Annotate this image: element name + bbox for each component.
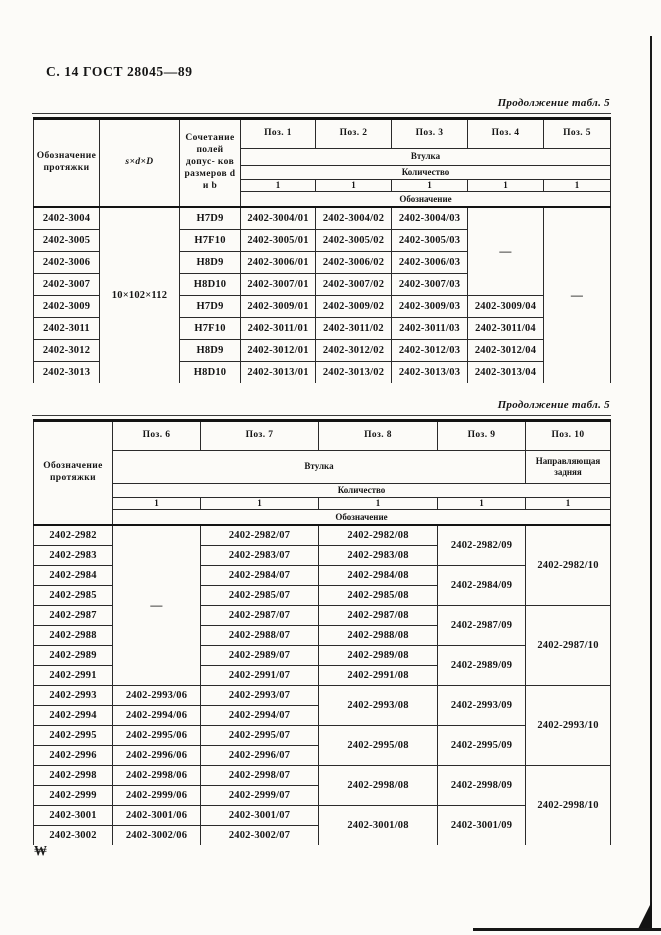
cell-pos2: 2402-3004/02 <box>316 207 392 229</box>
header-qty-value: 1 <box>526 498 611 510</box>
cell-pos8: 2402-2984/08 <box>319 565 438 585</box>
cell-pos6: 2402-3002/06 <box>113 825 201 845</box>
cell-protyazhka: 2402-3002 <box>34 825 113 845</box>
cell-pos10: 2402-2998/10 <box>526 765 611 845</box>
cell-protyazhka: 2402-3005 <box>34 229 100 251</box>
cell-pos8: 2402-2991/08 <box>319 665 438 685</box>
cell-pos8: 2402-2982/08 <box>319 525 438 545</box>
cell-pos6: 2402-2995/06 <box>113 725 201 745</box>
cell-pos1: 2402-3013/01 <box>241 361 316 383</box>
cell-pos9: 2402-2987/09 <box>438 605 526 645</box>
col-header-pos-6: Поз. 6 <box>113 421 201 451</box>
cell-pos2: 2402-3011/02 <box>316 317 392 339</box>
cell-pos6: 2402-2998/06 <box>113 765 201 785</box>
parts-table-lower <box>33 419 611 845</box>
cell-pos1: 2402-3004/01 <box>241 207 316 229</box>
cell-pos2: 2402-3009/02 <box>316 295 392 317</box>
cell-pos9: 2402-2995/09 <box>438 725 526 765</box>
cell-pos3: 2402-3004/03 <box>392 207 468 229</box>
cell-pos10: 2402-2993/10 <box>526 685 611 765</box>
cell-pos8: 2402-2993/08 <box>319 685 438 725</box>
cell-pos8: 2402-2998/08 <box>319 765 438 805</box>
dash-cell-pos6: — <box>113 525 201 685</box>
cell-tolerance: H7D9 <box>180 295 241 317</box>
table-continuation-label: Продолжение табл. 5 <box>497 399 610 411</box>
table-continuation-label: Продолжение табл. 5 <box>497 97 610 109</box>
rule-line <box>32 113 611 114</box>
cell-protyazhka: 2402-2994 <box>34 705 113 725</box>
cell-protyazhka: 2402-3012 <box>34 339 100 361</box>
table-row <box>34 207 611 229</box>
cell-pos3: 2402-3012/03 <box>392 339 468 361</box>
cell-pos8: 2402-3001/08 <box>319 805 438 845</box>
col-header-pos-1: Поз. 1 <box>241 119 316 149</box>
col-header-tolerance: Сочетание полей допус- ков размеров d и b <box>180 119 241 208</box>
cell-pos8: 2402-2995/08 <box>319 725 438 765</box>
cell-pos2: 2402-3005/02 <box>316 229 392 251</box>
cell-pos1: 2402-3011/01 <box>241 317 316 339</box>
cell-pos7: 2402-2995/07 <box>201 725 319 745</box>
cell-pos6: 2402-2993/06 <box>113 685 201 705</box>
cell-pos3: 2402-3013/03 <box>392 361 468 383</box>
cell-pos1: 2402-3006/01 <box>241 251 316 273</box>
cell-pos2: 2402-3013/02 <box>316 361 392 383</box>
cell-pos9: 2402-2984/09 <box>438 565 526 605</box>
cell-pos1: 2402-3009/01 <box>241 295 316 317</box>
rule-line <box>32 415 611 416</box>
cell-pos8: 2402-2985/08 <box>319 585 438 605</box>
cell-protyazhka: 2402-2983 <box>34 545 113 565</box>
page-bottom-line <box>473 928 661 931</box>
col-header-pos-9: Поз. 9 <box>438 421 526 451</box>
cell-tolerance: H8D9 <box>180 251 241 273</box>
cell-pos6: 2402-2994/06 <box>113 705 201 725</box>
cell-pos3: 2402-3009/03 <box>392 295 468 317</box>
page-edge-flare <box>637 901 652 931</box>
col-header-pos-4: Поз. 4 <box>468 119 544 149</box>
cell-protyazhka: 2402-2987 <box>34 605 113 625</box>
cell-pos6: 2402-2999/06 <box>113 785 201 805</box>
cell-tolerance: H7D9 <box>180 207 241 229</box>
table-row <box>34 765 611 785</box>
cell-pos7: 2402-2983/07 <box>201 545 319 565</box>
cell-pos1: 2402-3012/01 <box>241 339 316 361</box>
cell-tolerance: H8D10 <box>180 361 241 383</box>
cell-protyazhka: 2402-3006 <box>34 251 100 273</box>
cell-protyazhka: 2402-2999 <box>34 785 113 805</box>
cell-pos8: 2402-2983/08 <box>319 545 438 565</box>
cell-protyazhka: 2402-2984 <box>34 565 113 585</box>
cell-pos7: 2402-2996/07 <box>201 745 319 765</box>
cell-pos4: 2402-3013/04 <box>468 361 544 383</box>
cell-pos7: 2402-2994/07 <box>201 705 319 725</box>
cell-pos4: 2402-3012/04 <box>468 339 544 361</box>
cell-pos7: 2402-2999/07 <box>201 785 319 805</box>
cell-protyazhka: 2402-2998 <box>34 765 113 785</box>
cell-protyazhka: 2402-3009 <box>34 295 100 317</box>
cell-pos7: 2402-2988/07 <box>201 625 319 645</box>
cell-tolerance: H7F10 <box>180 317 241 339</box>
header-oboznachenie: Обозначение <box>241 192 611 208</box>
col-header-pos-2: Поз. 2 <box>316 119 392 149</box>
cell-pos4: 2402-3009/04 <box>468 295 544 317</box>
table-row <box>34 685 611 705</box>
header-qty-value: 1 <box>316 180 392 192</box>
cell-pos9: 2402-2982/09 <box>438 525 526 565</box>
cell-pos1: 2402-3007/01 <box>241 273 316 295</box>
cell-protyazhka: 2402-2993 <box>34 685 113 705</box>
header-qty-value: 1 <box>468 180 544 192</box>
cell-pos7: 2402-2993/07 <box>201 685 319 705</box>
cell-pos7: 2402-3002/07 <box>201 825 319 845</box>
cell-pos7: 2402-2985/07 <box>201 585 319 605</box>
cell-pos7: 2402-2991/07 <box>201 665 319 685</box>
header-oboznachenie: Обозначение <box>113 510 611 526</box>
cell-pos7: 2402-2982/07 <box>201 525 319 545</box>
cell-pos3: 2402-3011/03 <box>392 317 468 339</box>
col-header-designation: Обозначение протяжки <box>34 119 100 208</box>
cell-pos7: 2402-3001/07 <box>201 805 319 825</box>
cell-tolerance: H8D9 <box>180 339 241 361</box>
cell-pos2: 2402-3006/02 <box>316 251 392 273</box>
header-vtulka: Втулка <box>113 451 526 484</box>
cell-pos8: 2402-2987/08 <box>319 605 438 625</box>
cell-protyazhka: 2402-3011 <box>34 317 100 339</box>
cell-pos3: 2402-3007/03 <box>392 273 468 295</box>
cell-pos7: 2402-2984/07 <box>201 565 319 585</box>
cell-protyazhka: 2402-2988 <box>34 625 113 645</box>
header-qty-value: 1 <box>544 180 611 192</box>
header-guide-rear: Направляющая задняя <box>526 451 611 484</box>
cell-pos7: 2402-2989/07 <box>201 645 319 665</box>
cell-pos9: 2402-2993/09 <box>438 685 526 725</box>
cell-protyazhka: 2402-2989 <box>34 645 113 665</box>
cell-pos6: 2402-3001/06 <box>113 805 201 825</box>
col-header-pos-7: Поз. 7 <box>201 421 319 451</box>
cell-protyazhka: 2402-2995 <box>34 725 113 745</box>
cell-pos2: 2402-3012/02 <box>316 339 392 361</box>
cell-pos9: 2402-2998/09 <box>438 765 526 805</box>
ink-smudge-mark: ₩ <box>34 841 47 860</box>
cell-pos10: 2402-2987/10 <box>526 605 611 685</box>
cell-pos3: 2402-3005/03 <box>392 229 468 251</box>
cell-pos7: 2402-2987/07 <box>201 605 319 625</box>
cell-pos9: 2402-3001/09 <box>438 805 526 845</box>
cell-pos6: 2402-2996/06 <box>113 745 201 765</box>
cell-protyazhka: 2402-2985 <box>34 585 113 605</box>
cell-pos7: 2402-2998/07 <box>201 765 319 785</box>
cell-pos1: 2402-3005/01 <box>241 229 316 251</box>
cell-pos2: 2402-3007/02 <box>316 273 392 295</box>
col-header-designation: Обозначение протяжки <box>34 421 113 526</box>
header-qty-value: 1 <box>392 180 468 192</box>
cell-protyazhka: 2402-2982 <box>34 525 113 545</box>
header-qty-value: 1 <box>113 498 201 510</box>
cell-protyazhka: 2402-3007 <box>34 273 100 295</box>
col-header-pos-10: Поз. 10 <box>526 421 611 451</box>
header-qty-value: 1 <box>438 498 526 510</box>
table-row <box>34 725 611 745</box>
dash-cell-pos4: — <box>468 207 544 295</box>
header-vtulka: Втулка <box>241 149 611 166</box>
cell-pos4: 2402-3011/04 <box>468 317 544 339</box>
col-header-pos-3: Поз. 3 <box>392 119 468 149</box>
cell-protyazhka: 2402-3013 <box>34 361 100 383</box>
header-qty-value: 1 <box>319 498 438 510</box>
cell-tolerance: H7F10 <box>180 229 241 251</box>
table-row <box>34 525 611 545</box>
cell-protyazhka: 2402-3004 <box>34 207 100 229</box>
cell-pos9: 2402-2989/09 <box>438 645 526 685</box>
header-quantity: Количество <box>113 484 611 498</box>
cell-pos10: 2402-2982/10 <box>526 525 611 605</box>
table-row <box>34 805 611 825</box>
cell-protyazhka: 2402-2996 <box>34 745 113 765</box>
page-header: С. 14 ГОСТ 28045—89 <box>46 64 193 79</box>
cell-protyazhka: 2402-2991 <box>34 665 113 685</box>
header-qty-value: 1 <box>241 180 316 192</box>
header-quantity: Количество <box>241 166 611 180</box>
col-header-size: s×d×D <box>100 119 180 208</box>
col-header-pos-8: Поз. 8 <box>319 421 438 451</box>
parts-table-upper <box>33 117 611 383</box>
dash-cell-pos5: — <box>544 207 611 383</box>
header-qty-value: 1 <box>201 498 319 510</box>
cell-protyazhka: 2402-3001 <box>34 805 113 825</box>
cell-pos3: 2402-3006/03 <box>392 251 468 273</box>
page-edge-line <box>650 36 652 916</box>
cell-pos8: 2402-2989/08 <box>319 645 438 665</box>
cell-size-value: 10×102×112 <box>100 207 180 383</box>
cell-tolerance: H8D10 <box>180 273 241 295</box>
col-header-pos-5: Поз. 5 <box>544 119 611 149</box>
cell-pos8: 2402-2988/08 <box>319 625 438 645</box>
